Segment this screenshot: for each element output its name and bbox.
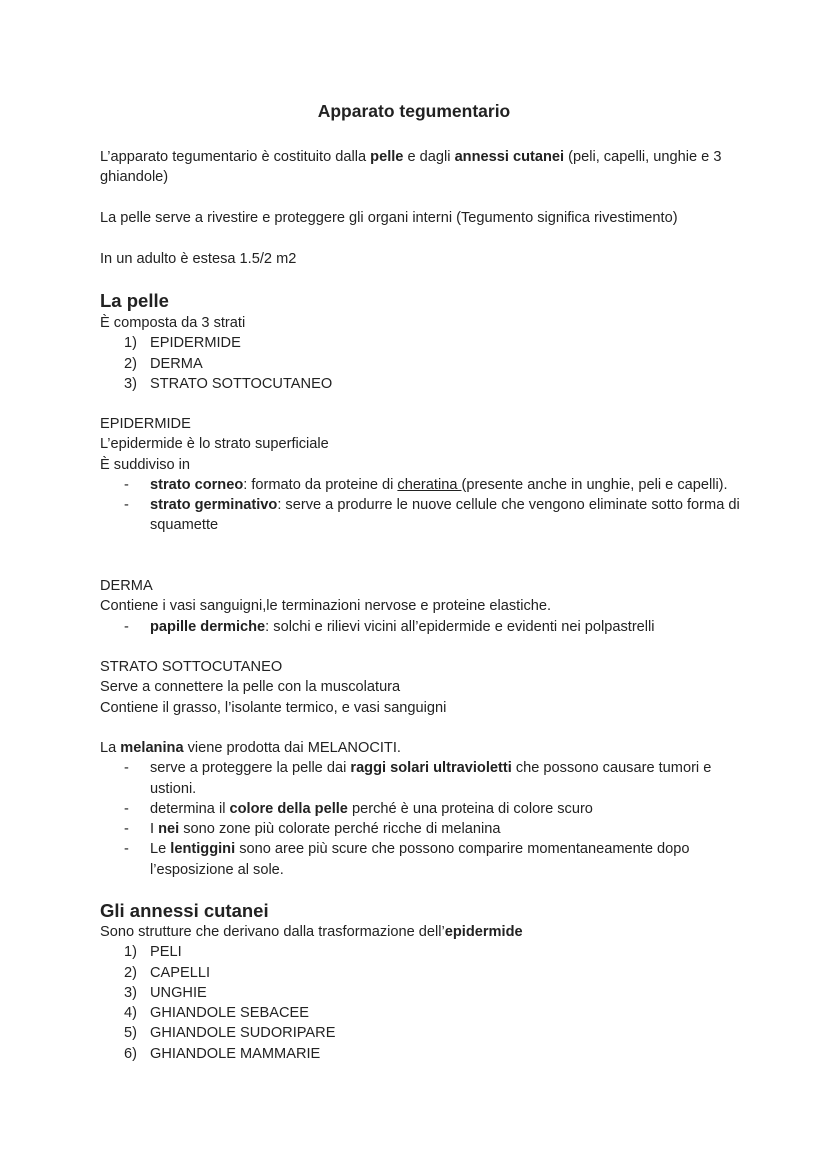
bold-text: strato germinativo [150,497,278,514]
section-heading-annessi: Gli annessi cutanei [100,900,269,921]
annessi-lead [100,922,740,942]
list-number: 6) [124,1045,137,1062]
section-heading-pelle: La pelle [100,290,169,311]
list-item [100,942,740,962]
list-label: GHIANDOLE SUDORIPARE [150,1025,336,1042]
bullet-dash: - [124,497,129,514]
list-item [100,354,740,374]
text: perché è una proteina di colore scuro [347,800,593,817]
list-item [100,819,740,839]
list-item [100,1044,740,1064]
derma-list [100,617,740,637]
sottocutaneo-section [100,657,740,718]
bold-text: papille dermiche [150,618,266,635]
bold-text: strato corneo [150,476,244,493]
epidermide-line-2: È suddiviso in [100,456,191,473]
bullet-dash: - [124,841,129,858]
bold-text: colore della pelle [229,800,348,817]
sottocutaneo-line-2: Contiene il grasso, l’isolante termico, e vasi sanguigni [100,699,447,716]
list-label: GHIANDOLE SEBACEE [150,1005,309,1022]
annessi-list [100,942,740,1064]
pelle-section [100,313,740,394]
list-item [100,758,740,799]
list-label: GHIANDOLE MAMMARIE [150,1045,321,1062]
subsection-heading-epidermide: EPIDERMIDE [100,416,191,432]
epidermide-list [100,475,740,536]
list-item [100,495,740,536]
intro-paragraph-3: In un adulto è estesa 1.5/2 m2 [100,251,297,267]
text: viene prodotta dai MELANOCITI. [183,740,401,756]
list-number: 3) [124,375,137,392]
list-number: 1) [124,335,137,352]
text: che possono causare tumori e ustioni. [150,760,712,797]
list-item [100,799,740,819]
list-number: 3) [124,984,137,1001]
text: Le [150,841,171,858]
bold-text: raggi solari ultravioletti [350,760,512,777]
bold-text: melanina [120,740,184,756]
bullet-dash: - [124,618,129,635]
text: La [100,740,121,756]
text: e dagli [403,149,455,165]
text: Sono strutture che derivano dalla trasformazione dell’ [100,924,445,940]
bold-text: epidermide [444,924,523,940]
melanina-section [100,738,740,880]
list-number: 5) [124,1025,137,1042]
text: (peli, capelli, unghie e 3 ghiandole) [100,149,722,186]
epidermide-line-1: L’epidermide è lo strato superficiale [100,436,329,453]
list-item [100,1003,740,1023]
list-item [100,333,740,353]
bullet-dash: - [124,800,129,817]
list-item [100,839,740,880]
list-label: EPIDERMIDE [150,335,241,352]
list-item [100,963,740,983]
bold-text: annessi cutanei [454,149,565,165]
text: : formato da proteine di [243,476,398,493]
bold-text: lentiggini [170,841,236,858]
text: sono aree più scure che possono comparire momentaneamente dopo l’esposizione al sole. [150,841,690,878]
list-number: 1) [124,944,137,961]
derma-line-1: Contiene i vasi sanguigni,le terminazioni nervose e proteine elastiche. [100,598,552,615]
text: I [150,821,159,838]
pelle-lead: È composta da 3 strati [100,315,246,331]
bold-text: nei [158,821,180,838]
list-item [100,1023,740,1043]
intro-paragraph-2: La pelle serve a rivestire e proteggere gli organi interni (Tegumento significa rivestimento) [100,210,678,226]
text: (presente anche in unghie, peli e capelli). [461,476,728,493]
intro-paragraph-1 [100,147,740,188]
subsection-heading-derma: DERMA [100,578,153,594]
list-item [100,983,740,1003]
list-item [100,617,740,637]
epidermide-section [100,414,740,536]
list-number: 2) [124,355,137,372]
text: L’apparato tegumentario è costituito dalla [100,149,371,165]
layers-list [100,333,740,394]
bold-text: pelle [370,149,404,165]
list-label: PELI [150,944,182,961]
list-label: DERMA [150,355,203,372]
text: determina il [150,800,230,817]
text: serve a proteggere la pelle dai [150,760,351,777]
text: sono zone più colorate perché ricche di melanina [179,821,501,838]
annessi-section [100,922,740,1064]
page-title: Apparato tegumentario [317,101,511,121]
melanina-lead [100,738,740,758]
list-number: 4) [124,1005,137,1022]
bullet-dash: - [124,760,129,777]
list-item [100,475,740,495]
list-number: 2) [124,964,137,981]
sottocutaneo-line-1: Serve a connettere la pelle con la muscolatura [100,679,401,696]
list-item [100,374,740,394]
underlined-text: cheratina [397,476,462,493]
list-label: UNGHIE [150,984,207,1001]
text: : serve a produrre le nuove cellule che vengono eliminate sotto forma di squamette [150,497,740,534]
text: : solchi e rilievi vicini all’epidermide e evidenti nei polpastrelli [265,618,655,635]
bullet-dash: - [124,821,129,838]
subsection-heading-sottocutaneo: STRATO SOTTOCUTANEO [100,659,283,675]
list-label: CAPELLI [150,964,211,981]
bullet-dash: - [124,476,129,493]
derma-section [100,576,740,637]
list-label: STRATO SOTTOCUTANEO [150,375,333,392]
melanina-list [100,758,740,880]
